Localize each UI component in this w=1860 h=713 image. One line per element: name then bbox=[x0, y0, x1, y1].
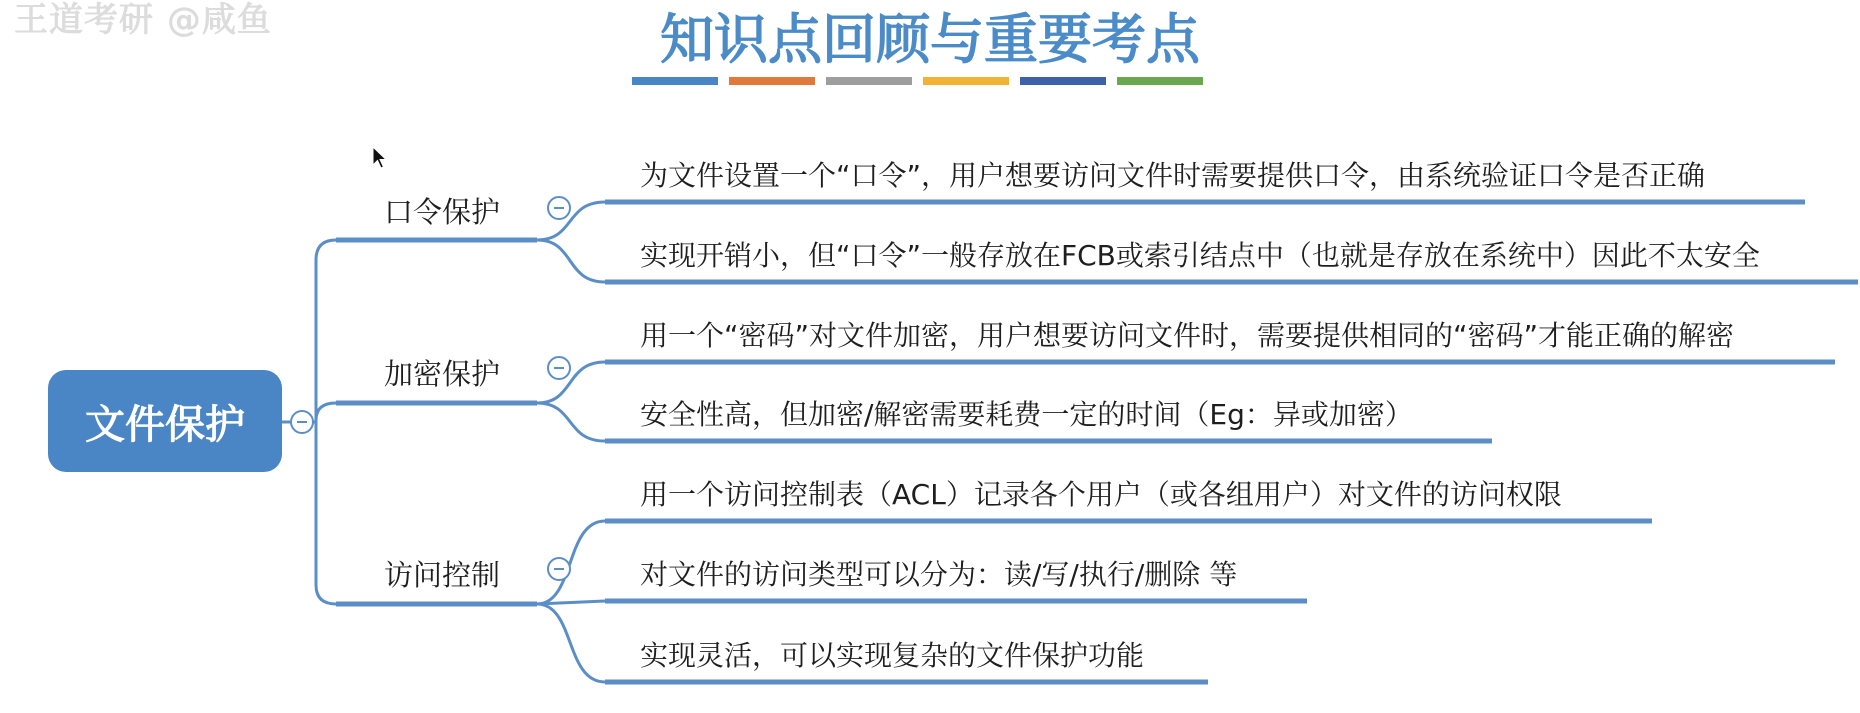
collapse-icon[interactable] bbox=[547, 557, 571, 581]
collapse-root-icon[interactable] bbox=[290, 410, 314, 434]
connector-trunk bbox=[316, 240, 336, 422]
branch-access-control[interactable]: 访问控制 bbox=[384, 558, 501, 592]
leaf-item[interactable]: 对文件的访问类型可以分为：读/写/执行/删除 等 bbox=[640, 558, 1238, 591]
leaf-item[interactable]: 用一个访问控制表（ACL）记录各个用户（或各组用户）对文件的访问权限 bbox=[640, 478, 1562, 511]
mouse-pointer-icon bbox=[372, 146, 390, 170]
leaf-item[interactable]: 安全性高，但加密/解密需要耗费一定的时间（Eg：异或加密） bbox=[640, 398, 1413, 431]
branch-password-protection[interactable]: 口令保护 bbox=[384, 195, 501, 229]
collapse-icon[interactable] bbox=[547, 196, 571, 220]
slide-title: 知识点回顾与重要考点 bbox=[660, 7, 1200, 71]
leaf-item[interactable]: 实现灵活，可以实现复杂的文件保护功能 bbox=[640, 639, 1145, 672]
leaf-item[interactable]: 用一个“密码”对文件加密，用户想要访问文件时，需要提供相同的“密码”才能正确的解密 bbox=[640, 319, 1735, 352]
leaf-item[interactable]: 为文件设置一个“口令”，用户想要访问文件时需要提供口令，由系统验证口令是否正确 bbox=[640, 159, 1706, 192]
root-node[interactable]: 文件保护 bbox=[48, 370, 282, 472]
connector-trunk bbox=[316, 422, 336, 604]
collapse-icon[interactable] bbox=[547, 356, 571, 380]
leaf-item[interactable]: 实现开销小，但“口令”一般存放在FCB或索引结点中（也就是存放在系统中）因此不太安全 bbox=[640, 239, 1760, 272]
connector-trunk bbox=[316, 403, 336, 422]
branch-encryption-protection[interactable]: 加密保护 bbox=[384, 357, 501, 391]
watermark: 王道考研 @咸鱼 bbox=[14, 0, 272, 40]
